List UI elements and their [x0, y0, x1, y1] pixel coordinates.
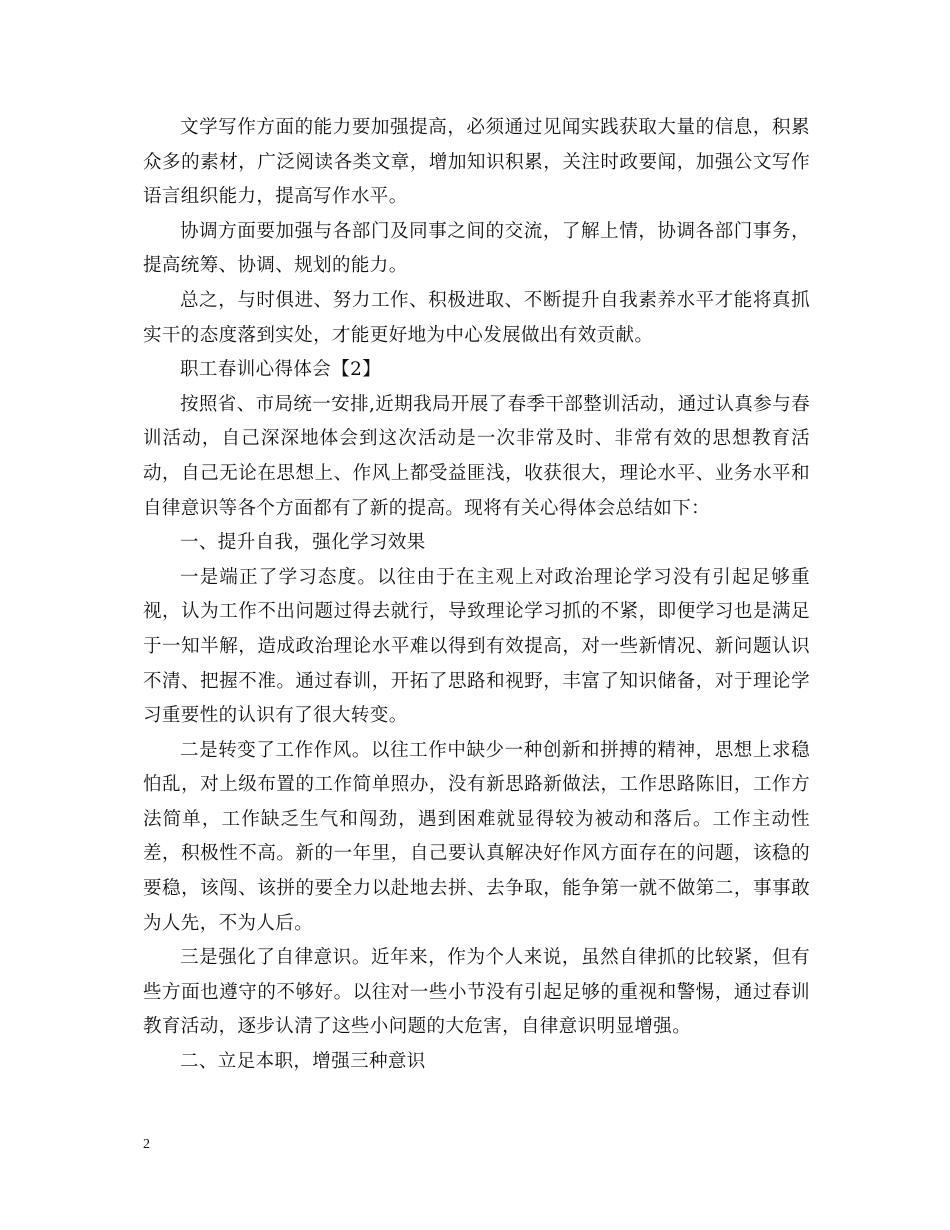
paragraph-self-discipline: 三是强化了自律意识。近年来，作为个人来说，虽然自律抓的比较紧，但有些方面也遵守的不够好。以往对一些小节没有引起足够的重视和警惕，通过春训教育活动，逐步认清了这些小问题的大危害，自律意识明显增强。 — [143, 947, 810, 1038]
page-number: 2 — [143, 1137, 150, 1152]
paragraph-study-attitude: 一是端正了学习态度。以往由于在主观上对政治理论学习没有引起足够重视，认为工作不出问题过得去就行，导致理论学习抓的不紧，即便学习也是满足于一知半解，造成政治理论水平难以得到有效提高，对一些新情况、新问题认识不清、把握不准。通过春训，开拓了思路和视野，丰富了知识储备，对于理论学习重要性的认识有了很大转变。 — [143, 566, 810, 727]
heading-one: 一、提升自我，强化学习效果 — [180, 532, 426, 554]
paragraph-summary: 总之，与时俱进、努力工作、积极进取、不断提升自我素养水平才能将真抓实干的态度落到实处，才能更好地为中心发展做出有效贡献。 — [143, 289, 810, 346]
section-title: 职工春训心得体会【2】 — [180, 359, 382, 381]
paragraph-coordination: 协调方面要加强与各部门及同事之间的交流，了解上情，协调各部门事务，提高统筹、协调、规划的能力。 — [143, 220, 810, 277]
heading-two: 二、立足本职，增强三种意识 — [180, 1051, 426, 1073]
paragraph-writing-ability: 文学写作方面的能力要加强提高，必须通过见闻实践获取大量的信息，积累众多的素材，广泛阅读各类文章，增加知识积累，关注时政要闻，加强公文写作语言组织能力，提高写作水平。 — [143, 117, 810, 208]
paragraph-introduction: 按照省、市局统一安排,近期我局开展了春季干部整训活动，通过认真参与春训活动，自己深深地体会到这次活动是一次非常及时、非常有效的思想教育活动，自己无论在思想上、作风上都受益匪浅，收获很大，理论水平、业务水平和自律意识等各个方面都有了新的提高。现将有关心得体会总结如下： — [143, 393, 810, 519]
document-body — [143, 111, 810, 1080]
paragraph-work-style: 二是转变了工作作风。以往工作中缺少一种创新和拼搏的精神，思想上求稳怕乱，对上级布置的工作简单照办，没有新思路新做法，工作思路陈旧，工作方法简单，工作缺乏生气和闯劲，遇到困难就显得较为被动和落后。工作主动性差，积极性不高。新的一年里，自己要认真解决好作风方面存在的问题，该稳的要稳，该闯、该拼的要全力以赴地去拼、去争取，能争第一就不做第二，事事敢为人先，不为人后。 — [143, 739, 810, 934]
